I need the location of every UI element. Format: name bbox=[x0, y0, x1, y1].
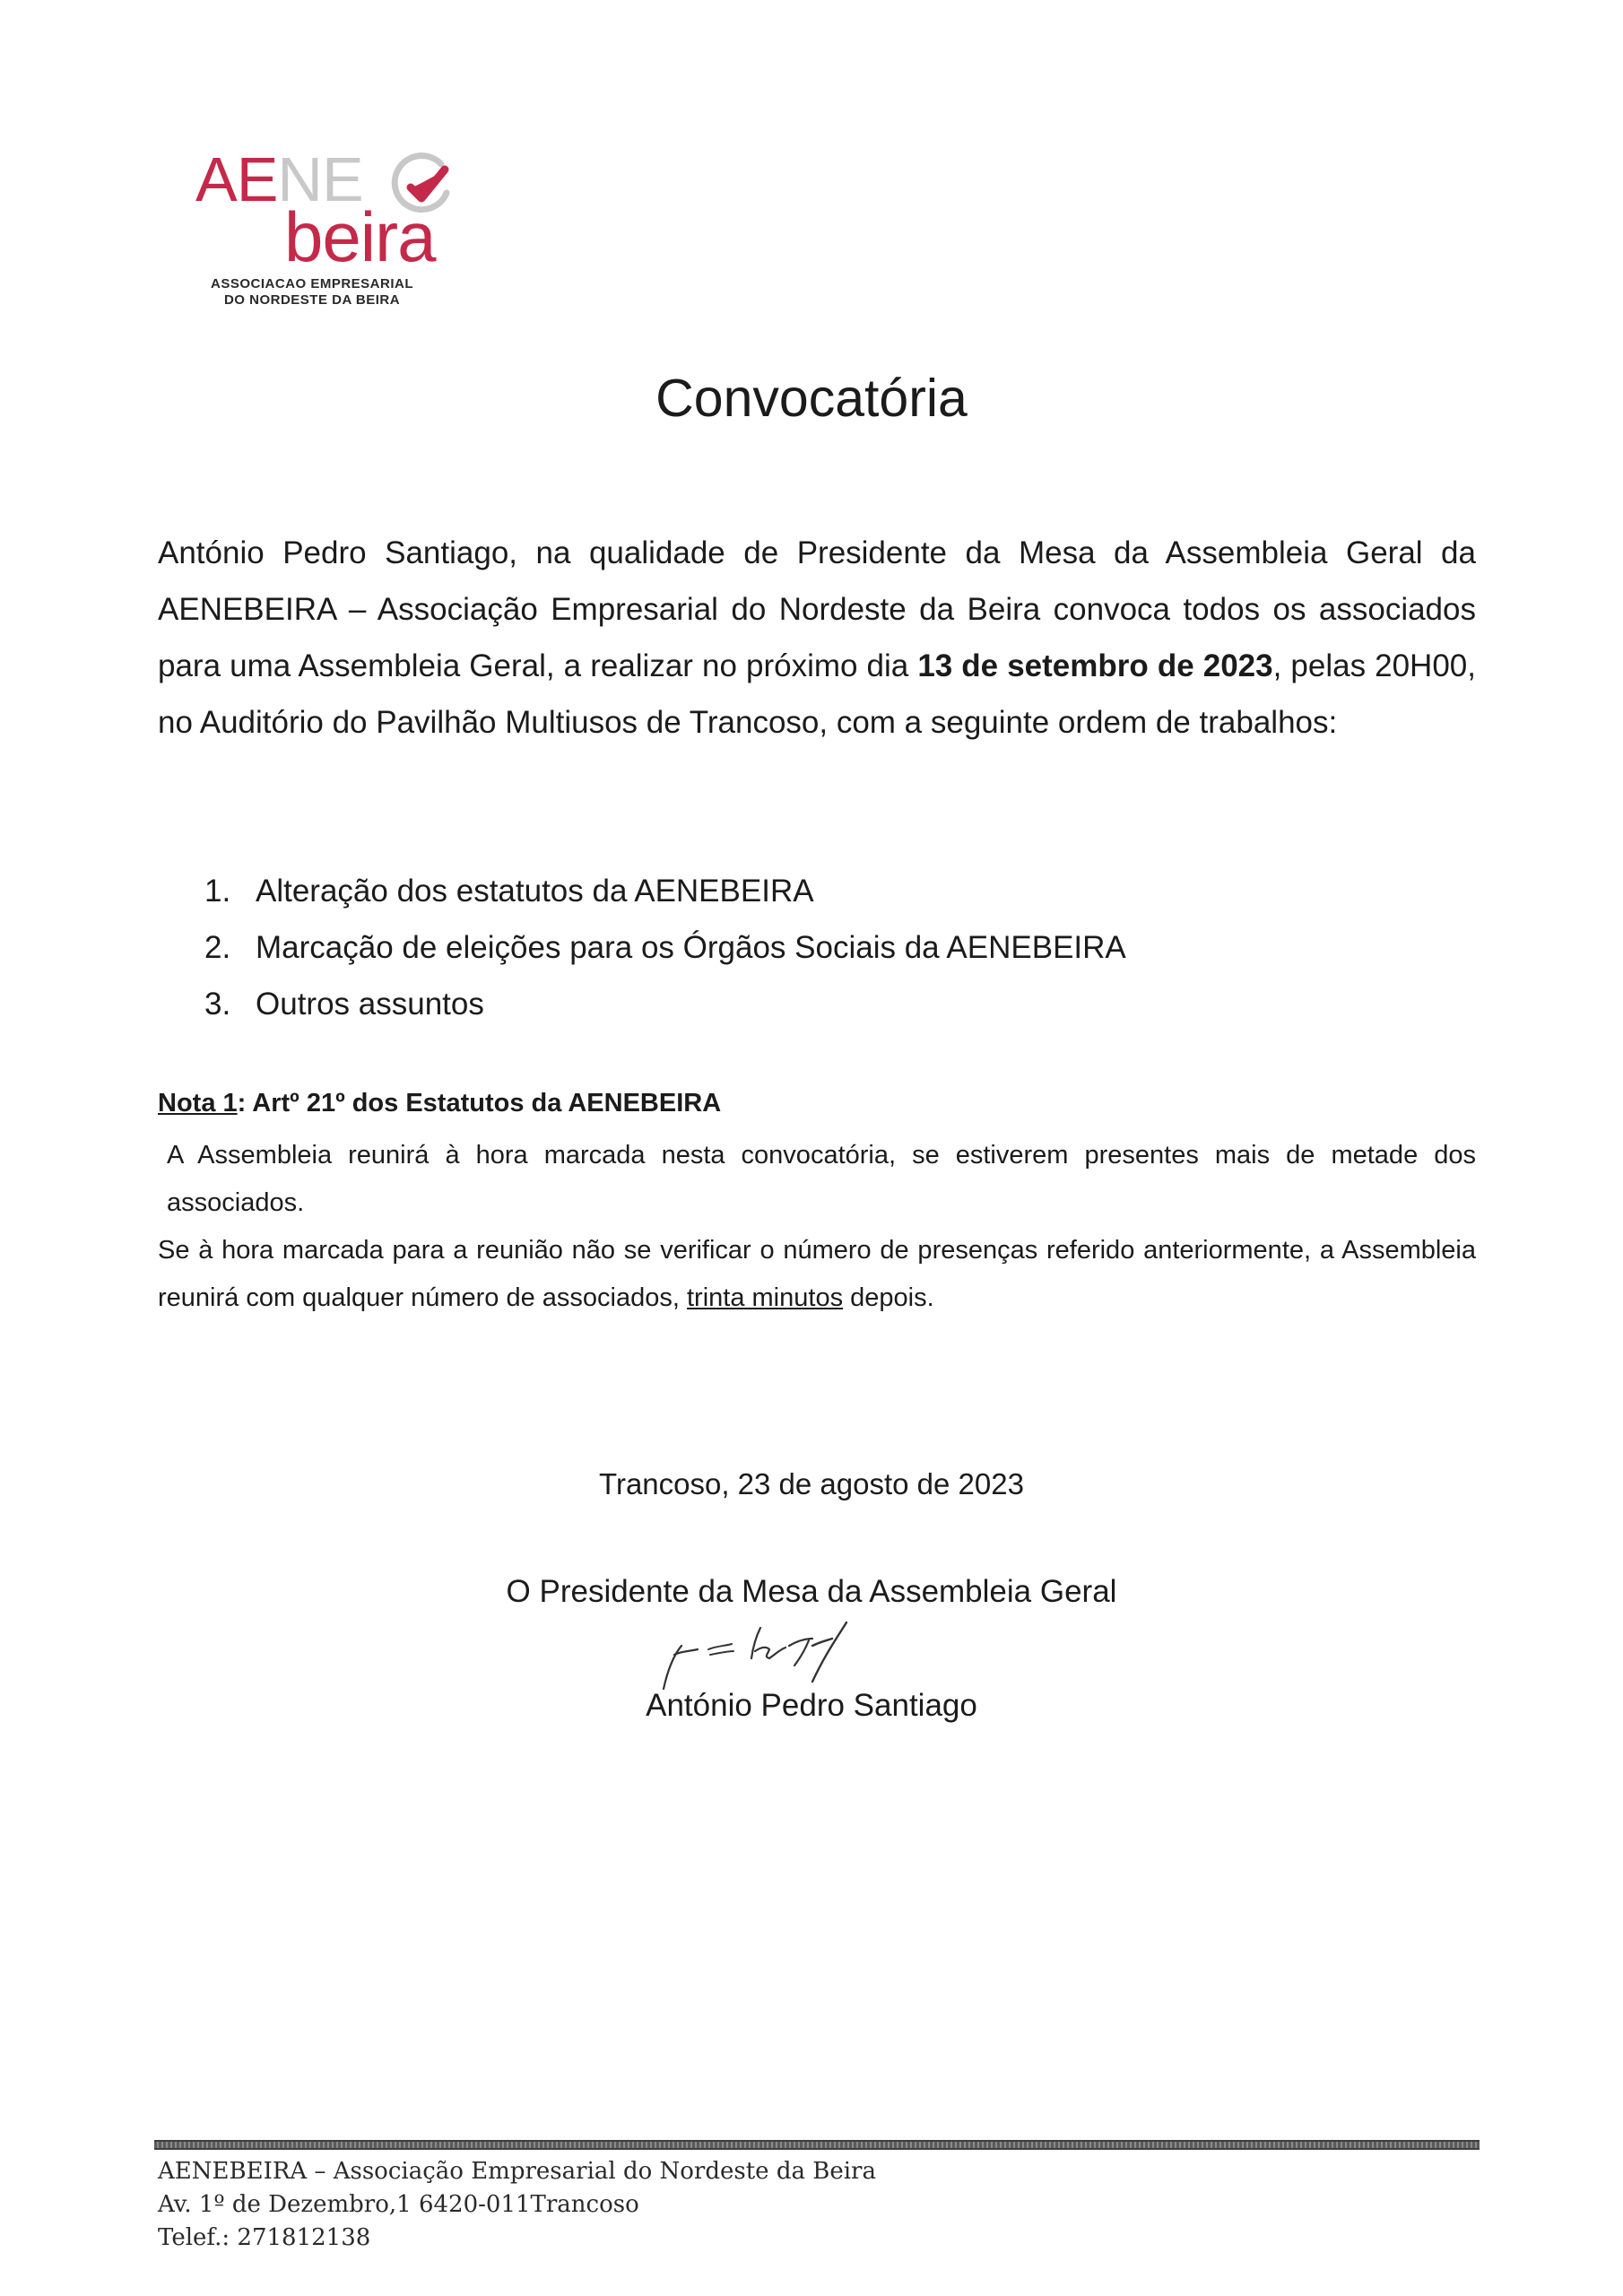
intro-text-end: , pelas 20H00, no Auditório do Pavilhão Multiusos de Trancoso, com a seguinte ordem de trabalhos: bbox=[158, 648, 1476, 740]
note-paragraph-2-end: depois. bbox=[843, 1283, 934, 1312]
meeting-date-bold: 13 de setembro de bbox=[917, 648, 1194, 683]
agenda-list bbox=[204, 863, 1126, 1032]
logo-subtitle-line-2: DO NORDESTE DA BEIRA bbox=[223, 292, 401, 308]
logo-subtitle bbox=[195, 276, 429, 309]
logo-wordmark-beira: beira bbox=[284, 197, 436, 276]
agenda-item-text: Outros assuntos bbox=[256, 987, 484, 1022]
note-heading bbox=[158, 1085, 721, 1121]
intro-paragraph bbox=[158, 525, 1476, 751]
agenda-item-text: Marcação de eleições para os Órgãos Sociais da AENEBEIRA bbox=[256, 930, 1126, 965]
organization-logo bbox=[195, 144, 482, 318]
agenda-item-number: 1. bbox=[204, 874, 231, 909]
meeting-year-bold: 2023 bbox=[1202, 648, 1273, 683]
logo-ne: NE bbox=[277, 144, 363, 214]
note-paragraph-1: A Assembleia reunirá à hora marcada nesta convocatória, se estiverem presentes mais de metade dos associados. bbox=[167, 1141, 1476, 1217]
place-and-date: Trancoso, 23 de agosto de 2023 bbox=[599, 1467, 1024, 1500]
note-paragraph-2-start: Se à hora marcada para a reunião não se verificar o número de presenças referido anteriormente, a Assembleia reunirá com qualquer número de associados, bbox=[158, 1236, 1476, 1312]
agenda-item-text: Alteração dos estatutos da AENEBEIRA bbox=[256, 874, 814, 909]
footer-line-1: AENEBEIRA – Associação Empresarial do Nordeste da Beira bbox=[158, 2158, 876, 2185]
footer-line-2: Av. 1º de Dezembro,1 6420-011Trancoso bbox=[158, 2191, 639, 2218]
footer-line-3: Telef.: 271812138 bbox=[158, 2224, 371, 2251]
note-heading-rest: : Artº 21º dos Estatutos da AENEBEIRA bbox=[237, 1089, 722, 1118]
logo-subtitle-line-1: ASSOCIACAO EMPRESARIAL bbox=[210, 276, 414, 291]
agenda-item-number: 2. bbox=[204, 930, 231, 965]
note-body bbox=[158, 1132, 1476, 1322]
signer-name: António Pedro Santiago bbox=[646, 1688, 977, 1723]
agenda-item bbox=[204, 863, 1126, 919]
signer-role: O Presidente da Mesa da Assembleia Geral bbox=[506, 1574, 1117, 1609]
agenda-item-number: 3. bbox=[204, 987, 231, 1022]
intro-text-start: António Pedro Santiago, na qualidade de Presidente da Mesa da Assembleia Geral da AENEBEIRA – Associação Empresarial do Nordeste da Beira convoca todos os associados para uma Assembleia Geral, a realizar no próximo dia bbox=[158, 535, 1476, 683]
footer-address bbox=[158, 2155, 876, 2255]
agenda-item bbox=[204, 976, 1126, 1032]
logo-ae: AE bbox=[195, 144, 278, 214]
note-paragraph-2 bbox=[158, 1227, 1476, 1322]
footer-divider bbox=[154, 2140, 1480, 2150]
note-label: Nota 1 bbox=[158, 1089, 238, 1118]
page-title: Convocatória bbox=[655, 369, 968, 428]
note-underlined-text: trinta minutos bbox=[687, 1283, 844, 1312]
agenda-item bbox=[204, 919, 1126, 976]
